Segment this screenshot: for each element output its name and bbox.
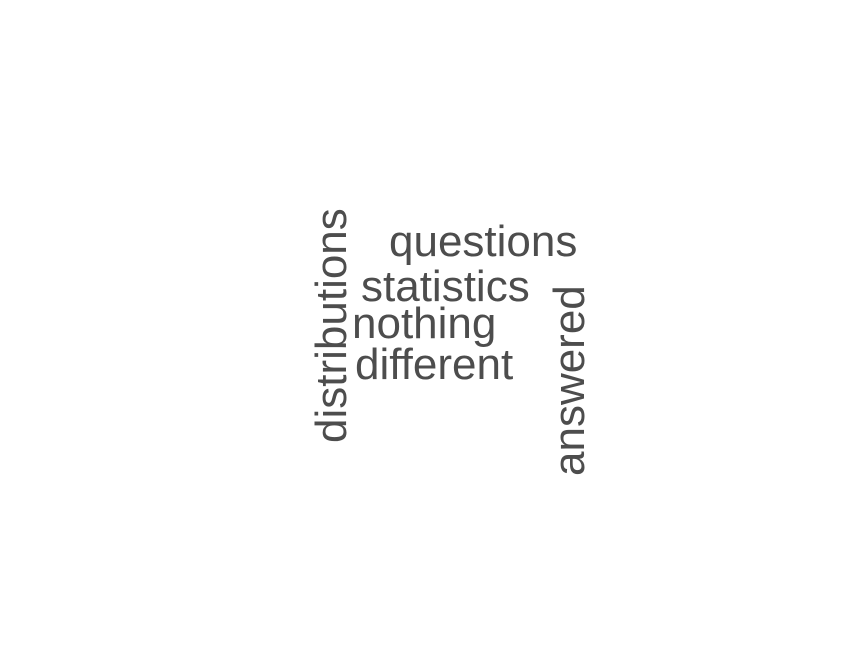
word-statistics: statistics <box>361 262 530 311</box>
word-distributions: distributions <box>307 208 356 443</box>
word-answered: answered <box>545 285 594 476</box>
word-nothing: nothing <box>352 299 497 348</box>
word-questions: questions <box>389 217 578 266</box>
word-different: different <box>355 340 514 389</box>
